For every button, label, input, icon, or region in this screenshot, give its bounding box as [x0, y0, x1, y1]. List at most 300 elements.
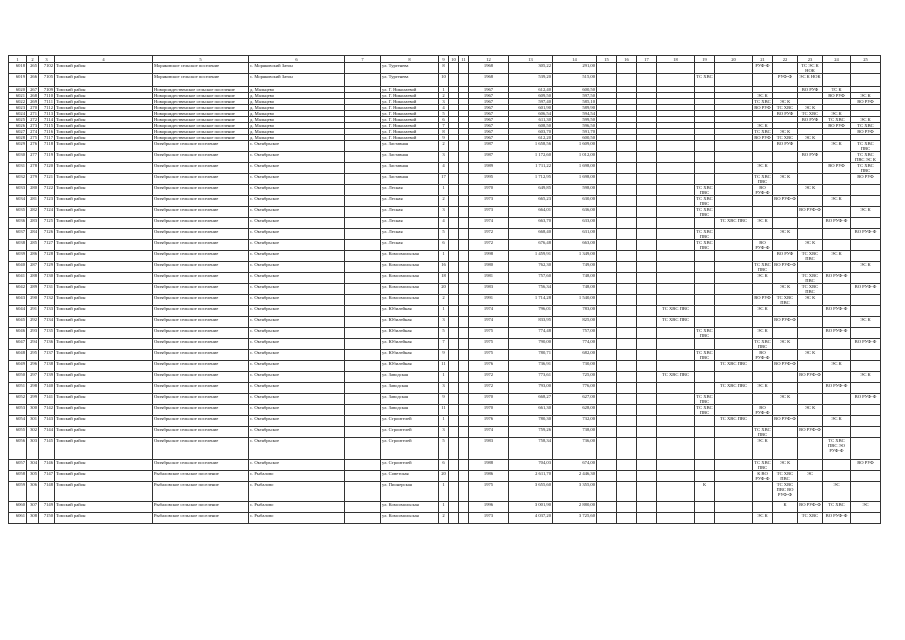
blank-col-11: [459, 273, 469, 284]
work-type-col-23: [798, 361, 823, 372]
build-year: 1972: [469, 240, 509, 251]
work-type-col-17: [637, 361, 657, 372]
total-area: 704,03: [509, 460, 553, 471]
work-type-col-15: [597, 284, 617, 295]
district-name: Томский район: [55, 141, 153, 152]
table-row: [9, 207, 881, 218]
blank-col-11: [459, 471, 469, 482]
row-number: 301: [27, 416, 39, 427]
work-type-col-20: [715, 372, 753, 383]
blank-col-11: [459, 438, 469, 460]
work-type-col-25: ВО РУФ-Ф: [851, 284, 881, 295]
row-number: 294: [27, 339, 39, 350]
work-type-col-20: [715, 229, 753, 240]
work-type-col-16: [617, 273, 637, 284]
blank-col-11: [459, 460, 469, 471]
district-name: Томский район: [55, 317, 153, 328]
locality-name: с. Рыбалово: [249, 513, 345, 524]
object-code: 7112: [39, 105, 55, 111]
work-type-col-20: [715, 141, 753, 152]
living-area: 783,00: [553, 306, 597, 317]
total-area: 661,30: [509, 405, 553, 416]
living-area: 600,50: [553, 135, 597, 141]
work-type-col-17: [637, 207, 657, 218]
build-year: 1974: [469, 218, 509, 229]
blank-col-7: [345, 229, 381, 240]
work-type-col-24: [823, 152, 851, 163]
work-type-col-24: [823, 394, 851, 405]
blank-col-7: [345, 513, 381, 524]
work-type-col-22: [773, 350, 798, 361]
build-year: 1998: [469, 251, 509, 262]
house-number: 1: [439, 87, 449, 93]
row-id: 6052: [9, 394, 27, 405]
locality-name: с. Октябрьское: [249, 185, 345, 196]
work-type-col-15: [597, 163, 617, 174]
blank-col-11: [459, 251, 469, 262]
street-name: ул. Заводская: [381, 372, 439, 383]
work-type-col-16: [617, 185, 637, 196]
blank-col-11: [459, 394, 469, 405]
work-type-col-25: ТС ХВС ПВС: [851, 163, 881, 174]
house-number: 3: [439, 427, 449, 438]
house-number: 7: [439, 123, 449, 129]
row-id: 6054: [9, 416, 27, 427]
district-name: Томский район: [55, 196, 153, 207]
work-type-col-21: РУФ-Ф: [753, 63, 773, 74]
living-area: 825,00: [553, 317, 597, 328]
street-name: ул. Комсомольская: [381, 295, 439, 306]
work-type-col-17: [637, 152, 657, 163]
work-type-col-22: [773, 372, 798, 383]
settlement-name: Октябрьское сельское поселение: [153, 328, 249, 339]
work-type-col-25: [851, 328, 881, 339]
work-type-col-25: ЭС: [851, 502, 881, 513]
blank-col-10: [449, 471, 459, 482]
work-type-col-21: [753, 207, 773, 218]
work-type-col-16: [617, 218, 637, 229]
blank-col-10: [449, 295, 459, 306]
work-type-col-15: [597, 427, 617, 438]
work-type-col-17: [637, 141, 657, 152]
blank-col-11: [459, 350, 469, 361]
table-row: [9, 174, 881, 185]
build-year: 1973: [469, 513, 509, 524]
work-type-col-24: [823, 471, 851, 482]
work-type-col-23: ТС ХВС ПВС: [798, 273, 823, 284]
build-year: 1981: [469, 273, 509, 284]
blank-col-10: [449, 317, 459, 328]
column-number-10: 10: [449, 56, 459, 63]
work-type-col-20: [715, 339, 753, 350]
house-number: 1: [439, 251, 449, 262]
work-type-col-20: ТС ХВС ПВС: [715, 416, 753, 427]
street-name: ул. Г. Николаевой: [381, 105, 439, 111]
work-type-col-22: [773, 383, 798, 394]
work-type-col-19: [695, 163, 715, 174]
district-name: Томский район: [55, 163, 153, 174]
work-type-col-16: [617, 306, 637, 317]
district-name: Томский район: [55, 229, 153, 240]
work-type-col-21: ЭС К: [753, 328, 773, 339]
work-type-col-16: [617, 438, 637, 460]
street-name: ул. Лесная: [381, 229, 439, 240]
work-type-col-19: [695, 513, 715, 524]
work-type-col-21: ЭС К: [753, 306, 773, 317]
work-type-col-25: ВО РУФ-Ф: [851, 339, 881, 350]
work-type-col-15: [597, 339, 617, 350]
work-type-col-17: [637, 502, 657, 513]
work-type-col-25: [851, 63, 881, 74]
house-number: 7: [439, 339, 449, 350]
work-type-col-21: [753, 284, 773, 295]
row-number: 304: [27, 460, 39, 471]
work-type-col-18: [657, 438, 695, 460]
work-type-col-17: [637, 482, 657, 502]
object-code: 7109: [39, 87, 55, 93]
house-number: 4: [439, 218, 449, 229]
house-number: 3: [439, 383, 449, 394]
work-type-col-25: [851, 383, 881, 394]
house-number: 11: [439, 405, 449, 416]
settlement-name: Октябрьское сельское поселение: [153, 174, 249, 185]
blank-col-7: [345, 251, 381, 262]
settlement-name: Октябрьское сельское поселение: [153, 438, 249, 460]
house-number: 18: [439, 273, 449, 284]
work-type-col-20: [715, 185, 753, 196]
build-year: 1973: [469, 196, 509, 207]
street-name: ул. Строителей: [381, 427, 439, 438]
blank-col-7: [345, 240, 381, 251]
living-area: 591,70: [553, 129, 597, 135]
build-year: 1968: [469, 63, 509, 74]
row-id: 6051: [9, 383, 27, 394]
build-year: 1970: [469, 405, 509, 416]
street-name: ул. Лесная: [381, 196, 439, 207]
row-id: 6025: [9, 117, 27, 123]
work-type-col-15: [597, 502, 617, 513]
work-type-col-21: ВО РУФ: [754, 135, 771, 140]
object-code: 7143: [39, 416, 55, 427]
row-number: 278: [27, 163, 39, 174]
work-type-col-23: [798, 262, 823, 273]
work-type-col-24: ВО РУФ-Ф: [823, 306, 851, 317]
living-area: 596,50: [553, 123, 597, 129]
total-area: 796,01: [509, 306, 553, 317]
blank-col-7: [345, 372, 381, 383]
row-id: 6023: [9, 105, 27, 111]
district-name: Томский район: [55, 174, 153, 185]
build-year: 1967: [469, 93, 509, 99]
district-name: Томский район: [55, 129, 153, 135]
district-name: Томский район: [55, 350, 153, 361]
work-type-col-16: [617, 383, 637, 394]
object-code: 7116: [39, 129, 55, 135]
settlement-name: Октябрьское сельское поселение: [153, 339, 249, 350]
row-id: 6035: [9, 207, 27, 218]
work-type-col-19: [695, 262, 715, 273]
row-number: 270: [27, 105, 39, 111]
total-area: 1 658,56: [509, 141, 553, 152]
work-type-col-20: [715, 427, 753, 438]
blank-col-10: [449, 460, 459, 471]
total-area: 1 712,95: [509, 174, 553, 185]
row-id: 6030: [9, 152, 27, 163]
work-type-col-25: ЭС К: [851, 207, 881, 218]
locality-name: с. Октябрьское: [249, 427, 345, 438]
work-type-col-19: [695, 251, 715, 262]
work-type-col-21: ВО РУФ-Ф: [753, 185, 773, 196]
build-year: 1967: [469, 111, 509, 117]
locality-name: д. Мальцево: [249, 111, 345, 117]
row-id: 6019: [9, 74, 27, 87]
locality-name: с. Октябрьское: [249, 262, 345, 273]
blank-col-7: [345, 74, 381, 87]
work-type-col-18: [657, 460, 695, 471]
object-code: 7149: [39, 502, 55, 513]
street-name: ул. Комсомольская: [381, 262, 439, 273]
work-type-col-24: [823, 339, 851, 350]
blank-col-7: [345, 295, 381, 306]
house-number: 16: [439, 262, 449, 273]
work-type-col-24: [823, 460, 851, 471]
blank-col-11: [459, 317, 469, 328]
blank-col-10: [449, 207, 459, 218]
locality-name: с. Октябрьское: [249, 229, 345, 240]
work-type-col-20: [715, 152, 753, 163]
table-row: [9, 350, 881, 361]
district-name: Томский район: [55, 328, 153, 339]
work-type-col-22: [773, 207, 798, 218]
blank-col-10: [449, 339, 459, 350]
work-type-col-15: [597, 218, 617, 229]
living-area: 776,00: [553, 383, 597, 394]
registry-table: [8, 55, 881, 524]
column-number-2: 2: [27, 56, 39, 63]
build-year: 1970: [469, 394, 509, 405]
work-type-col-22: ВО РУФ: [773, 111, 798, 117]
district-name: Томский район: [55, 339, 153, 350]
work-type-col-24: ВО РУФ-Ф: [823, 273, 851, 284]
street-name: ул. Заводская: [381, 405, 439, 416]
build-year: 1975: [469, 328, 509, 339]
work-type-col-22: ВО РУФ: [773, 251, 798, 262]
street-name: ул. Лесная: [381, 185, 439, 196]
work-type-col-20: [715, 317, 753, 328]
settlement-name: Октябрьское сельское поселение: [153, 141, 249, 152]
work-type-col-21: [753, 502, 773, 513]
work-type-col-20: [715, 460, 753, 471]
object-code: 7139: [39, 372, 55, 383]
object-code: 7135: [39, 328, 55, 339]
work-type-col-15: [597, 471, 617, 482]
build-year: 1974: [469, 306, 509, 317]
street-name: ул. Заводская: [381, 383, 439, 394]
work-type-col-25: ЭС К: [851, 317, 881, 328]
row-number: 271: [27, 111, 39, 117]
work-type-col-21: ТС ХВС ПВС: [754, 339, 771, 349]
object-code: 7122: [39, 185, 55, 196]
work-type-col-21: [753, 317, 773, 328]
row-number: 303: [27, 438, 39, 460]
total-area: 609,50: [509, 93, 553, 99]
living-area: 730,00: [553, 361, 597, 372]
build-year: 1972: [469, 229, 509, 240]
street-name: ул. Заставная: [381, 163, 439, 174]
object-code: 7148: [39, 482, 55, 502]
table-row: [9, 306, 881, 317]
work-type-col-16: [617, 262, 637, 273]
work-type-col-17: [637, 416, 657, 427]
column-number-15: 15: [597, 56, 617, 63]
object-code: 7126: [39, 229, 55, 240]
table-row: [9, 74, 881, 87]
locality-name: с. Октябрьское: [249, 306, 345, 317]
work-type-col-20: [715, 163, 753, 174]
build-year: 1976: [469, 416, 509, 427]
work-type-col-22: [773, 328, 798, 339]
row-number: 286: [27, 251, 39, 262]
street-name: ул. Тургенева: [381, 63, 439, 74]
blank-col-11: [459, 361, 469, 372]
column-number-13: 13: [509, 56, 553, 63]
row-id: 6055: [9, 427, 27, 438]
row-number: 272: [27, 117, 39, 123]
total-area: 606,54: [509, 111, 553, 117]
work-type-col-15: [597, 416, 617, 427]
work-type-col-16: [617, 196, 637, 207]
district-name: Томский район: [55, 427, 153, 438]
work-type-col-25: [851, 438, 881, 460]
object-code: 7119: [39, 152, 55, 163]
work-type-col-16: [617, 328, 637, 339]
work-type-col-25: [851, 306, 881, 317]
work-type-col-23: ВО РУФ-Ф: [798, 427, 823, 438]
work-type-col-17: [637, 350, 657, 361]
total-area: 790,00: [509, 339, 553, 350]
table-row: [9, 416, 881, 427]
row-number: 269: [27, 99, 39, 105]
row-number: 283: [27, 218, 39, 229]
work-type-col-19: [695, 471, 715, 482]
district-name: Томский район: [55, 383, 153, 394]
street-name: ул. Строителей: [381, 438, 439, 460]
living-area: 594,54: [553, 111, 597, 117]
work-type-col-22: К: [773, 502, 798, 513]
work-type-col-24: ЭС К: [823, 251, 851, 262]
total-area: 756,34: [509, 284, 553, 295]
work-type-col-18: [657, 174, 695, 185]
district-name: Томский район: [55, 135, 153, 141]
work-type-col-15: [597, 141, 617, 152]
street-name: ул. Заставная: [381, 141, 439, 152]
house-number: 1: [439, 502, 449, 513]
work-type-col-16: [617, 152, 637, 163]
column-number-21: 21: [753, 56, 773, 63]
work-type-col-17: [637, 471, 657, 482]
work-type-col-23: ЭС К: [798, 240, 823, 251]
row-number: 288: [27, 273, 39, 284]
work-type-col-25: ВО РУФ: [851, 174, 881, 185]
street-name: ул. Лесная: [381, 207, 439, 218]
work-type-col-23: [798, 141, 823, 152]
settlement-name: Октябрьское сельское поселение: [153, 405, 249, 416]
work-type-col-24: ТС ХВС: [823, 117, 851, 123]
work-type-col-15: [597, 328, 617, 339]
work-type-col-17: [637, 306, 657, 317]
work-type-col-18: [657, 361, 695, 372]
work-type-col-21: ТС ХВС ПВС: [754, 427, 771, 437]
house-number: 9: [439, 135, 449, 141]
work-type-col-17: [637, 229, 657, 240]
district-name: Томский район: [55, 111, 153, 117]
table-row: [9, 328, 881, 339]
work-type-col-19: [695, 438, 715, 460]
work-type-col-24: [823, 427, 851, 438]
object-code: 7138: [39, 361, 55, 372]
blank-col-10: [449, 240, 459, 251]
blank-col-7: [345, 405, 381, 416]
table-row: [9, 251, 881, 262]
district-name: Томский район: [55, 207, 153, 218]
district-name: Томский район: [55, 240, 153, 251]
work-type-col-16: [617, 482, 637, 502]
work-type-col-22: ВО РУФ-Ф: [773, 361, 798, 372]
blank-col-7: [345, 471, 381, 482]
total-area: 597,40: [509, 99, 553, 105]
work-type-col-18: [657, 163, 695, 174]
row-number: 298: [27, 383, 39, 394]
total-area: 305,22: [509, 63, 553, 74]
blank-col-11: [459, 284, 469, 295]
total-area: 668,40: [509, 229, 553, 240]
settlement-name: Новорождественское сельское поселение: [153, 87, 249, 93]
row-number: 279: [27, 174, 39, 185]
blank-col-7: [345, 63, 381, 74]
row-id: 6043: [9, 295, 27, 306]
living-area: 748,00: [553, 273, 597, 284]
work-type-col-24: ЭС К: [823, 361, 851, 372]
work-type-col-19: ТС ХВС ПВС: [696, 328, 713, 338]
blank-col-7: [345, 196, 381, 207]
table-row: [9, 163, 881, 174]
work-type-col-15: [597, 185, 617, 196]
work-type-col-19: [695, 372, 715, 383]
work-type-col-21: ЭС К: [753, 218, 773, 229]
locality-name: д. Мальцево: [249, 117, 345, 123]
living-area: 1 609,00: [553, 141, 597, 152]
work-type-col-23: ТС ХВС: [798, 111, 823, 117]
work-type-col-18: [657, 74, 695, 87]
street-name: ул. Юбилейная: [381, 339, 439, 350]
build-year: 1975: [469, 482, 509, 502]
row-id: 6047: [9, 339, 27, 350]
settlement-name: Октябрьское сельское поселение: [153, 372, 249, 383]
living-area: 1 012,00: [553, 152, 597, 163]
work-type-col-22: ЭС К: [773, 99, 798, 105]
work-type-col-22: ВО РУФ-Ф: [773, 416, 798, 427]
total-area: 1 172,60: [509, 152, 553, 163]
house-number: 17: [439, 174, 449, 185]
house-number: 10: [439, 74, 449, 87]
row-id: 6053: [9, 405, 27, 416]
work-type-col-18: [657, 416, 695, 427]
total-area: 668,27: [509, 394, 553, 405]
column-number-12: 12: [469, 56, 509, 63]
living-area: 3 725,60: [553, 513, 597, 524]
column-number-3: 3: [39, 56, 55, 63]
house-number: 1: [439, 185, 449, 196]
